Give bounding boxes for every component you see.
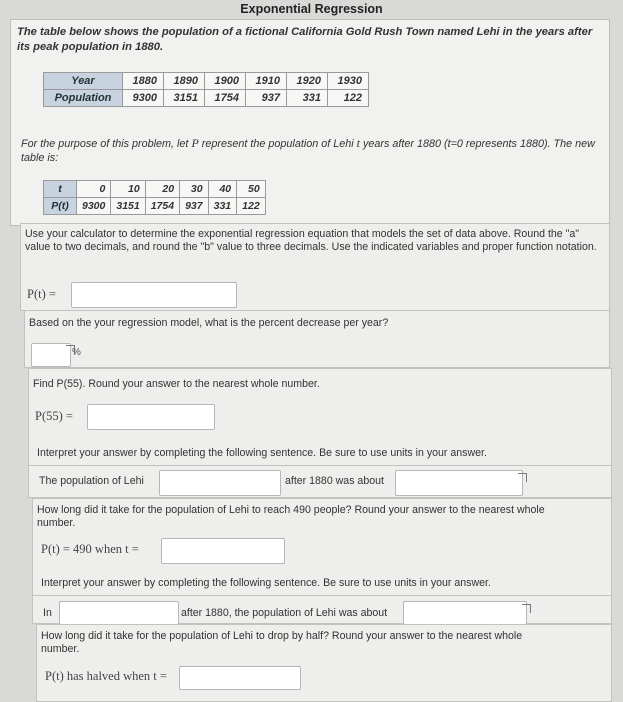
p55-time-input[interactable] xyxy=(159,470,281,496)
reach-490-sentence-start: In xyxy=(43,607,52,619)
table-cell: 122 xyxy=(237,198,266,215)
percent-decrease-prompt: Based on the your regression model, what is the percent decrease per year? xyxy=(29,317,389,329)
page-title: Exponential Regression xyxy=(240,2,383,16)
reach-490-input[interactable] xyxy=(161,538,285,564)
table-row xyxy=(44,198,266,215)
table-cell: 30 xyxy=(180,181,209,198)
t-p-table xyxy=(43,180,266,215)
table-cell: 0 xyxy=(77,181,111,198)
table-cell: 9300 xyxy=(123,90,164,107)
p55-sentence-start: The population of Lehi xyxy=(39,475,144,487)
table-cell: 1930 xyxy=(328,73,369,90)
reach-490-population-input[interactable] xyxy=(403,601,527,625)
p55-label: P(55) = xyxy=(35,409,73,423)
reach-490-prompt: How long did it take for the population of Lehi to reach 490 people? Round your answer to the nearest whole number. xyxy=(37,504,545,529)
problem-panel xyxy=(10,19,610,226)
table-cell: 1910 xyxy=(246,73,287,90)
table-row xyxy=(44,90,369,107)
table-row xyxy=(44,73,369,90)
percent-decrease-input[interactable] xyxy=(31,343,71,367)
question-percent-decrease xyxy=(24,310,610,368)
halved-input[interactable] xyxy=(179,666,301,690)
table-cell: 1880 xyxy=(123,73,164,90)
table-cell: 3151 xyxy=(111,198,145,215)
row-header-pt: P(t) xyxy=(44,198,77,215)
table-cell: 1754 xyxy=(145,198,179,215)
year-population-table xyxy=(43,72,369,107)
table-cell: 20 xyxy=(145,181,179,198)
table-cell: 1754 xyxy=(205,90,246,107)
table-cell: 3151 xyxy=(164,90,205,107)
halved-prompt: How long did it take for the population of Lehi to drop by half? Round your answer to the nearest whole number. xyxy=(41,630,523,655)
variable-p: P xyxy=(191,136,199,150)
question-regression xyxy=(20,223,610,311)
halved-label: P(t) has halved when t = xyxy=(45,669,167,683)
table-cell: 331 xyxy=(208,198,237,215)
p55-sentence-mid: after 1880 was about xyxy=(285,475,384,487)
question-reach-490 xyxy=(32,498,612,624)
table-cell: 50 xyxy=(237,181,266,198)
row-header-year: Year xyxy=(44,73,123,90)
definition-text: For the purpose of this problem, let P represent the population of Lehi t years after 1880 (t=0 represents 1880). The new table is: xyxy=(21,136,595,164)
input-corner-icon xyxy=(522,604,531,613)
pt-label: P(t) = xyxy=(27,287,56,301)
row-header-population: Population xyxy=(44,90,123,107)
p55-input[interactable] xyxy=(87,404,215,430)
table-cell: 1890 xyxy=(164,73,205,90)
table-cell: 9300 xyxy=(77,198,111,215)
intro-text: The table below shows the population of a fictional California Gold Rush Town named Lehi in the years after its peak population in 1880. xyxy=(17,26,593,53)
reach-490-time-input[interactable] xyxy=(59,601,179,625)
table-cell: 331 xyxy=(287,90,328,107)
table-cell: 1920 xyxy=(287,73,328,90)
table-cell: 122 xyxy=(328,90,369,107)
input-corner-icon xyxy=(518,473,527,482)
table-cell: 937 xyxy=(246,90,287,107)
reach-490-label: P(t) = 490 when t = xyxy=(41,542,139,556)
p55-prompt: Find P(55). Round your answer to the nearest whole number. xyxy=(33,378,320,390)
reach-490-sentence-mid: after 1880, the population of Lehi was about xyxy=(181,607,388,619)
p55-interpret-instructions: Interpret your answer by completing the following sentence. Be sure to use units in your answer. xyxy=(37,447,487,459)
table-row xyxy=(44,181,266,198)
table-cell: 937 xyxy=(180,198,209,215)
question-p55 xyxy=(28,368,612,498)
table-cell: 40 xyxy=(208,181,237,198)
table-cell: 10 xyxy=(111,181,145,198)
regression-equation-input[interactable] xyxy=(71,282,237,308)
regression-instructions: Use your calculator to determine the exponential regression equation that models the set of data above. Round the "a" value to two decimals, and round the "b" value to three decimals. Use the indicated variables and proper function notation. xyxy=(25,228,597,253)
variable-t: t xyxy=(356,136,360,150)
percent-sign: % xyxy=(72,347,81,358)
p55-population-input[interactable] xyxy=(395,470,523,496)
table-cell: 1900 xyxy=(205,73,246,90)
reach-490-interpret-instructions: Interpret your answer by completing the following sentence. Be sure to use units in your answer. xyxy=(41,577,491,589)
question-halved xyxy=(36,624,612,702)
row-header-t: t xyxy=(44,181,77,198)
